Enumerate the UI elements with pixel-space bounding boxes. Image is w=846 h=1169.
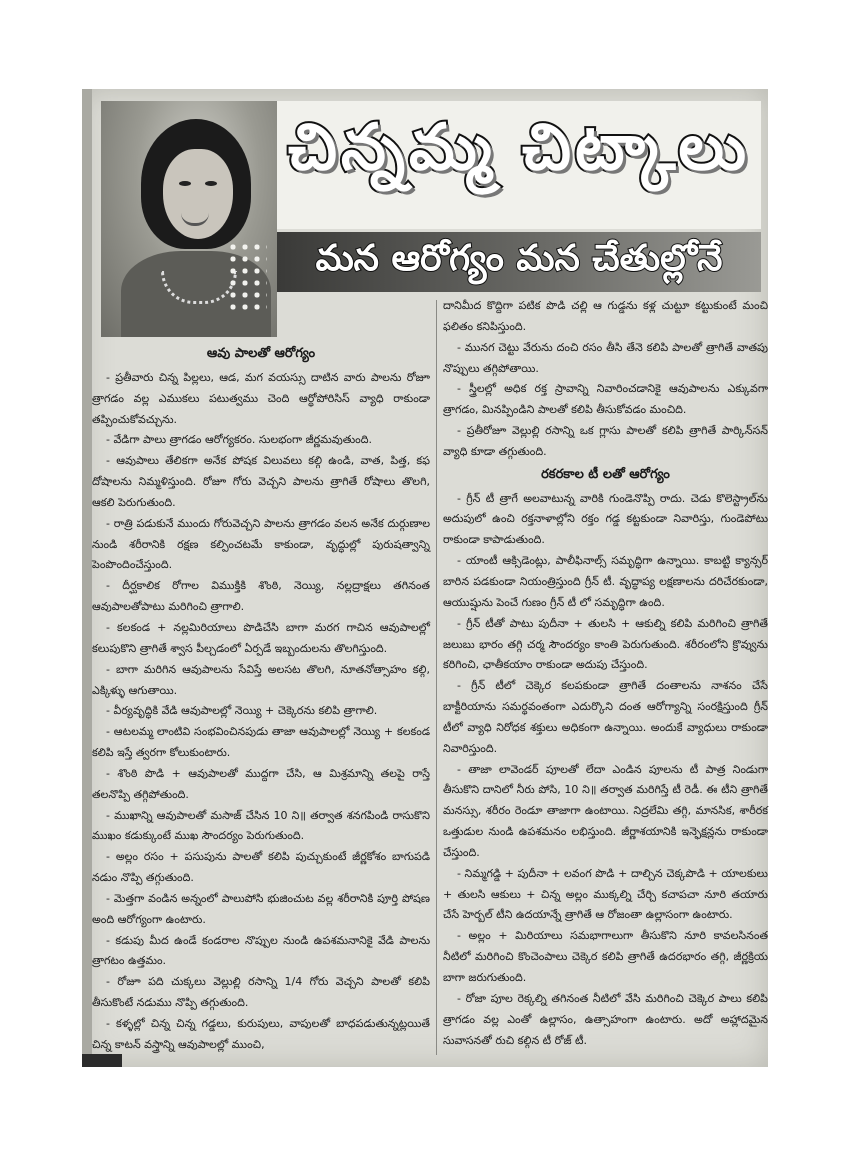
article-paragraph: - రాత్రి పడుకునే ముందు గోరువెచ్చని పాలను త్రాగడం వలన అనేక దుర్గుణాల నుండి శరీరానికి రక్షణ కల్పించటమే కాకుండా, వృద్ధుల్లో పురుషత్వాన్ని పెంపొందించేస్తుంది. — [92, 516, 430, 572]
article-paragraph: - అల్లం రసం + పసుపును పాలతో కలిపి పుచ్చుకుంటే జీర్ణకోశం బాగుపడి నడుం నొప్పి తగ్గుతుంది. — [92, 850, 430, 885]
column-divider — [436, 300, 437, 1055]
article-paragraph: - కళ్ళల్లో చిన్న చిన్న గడ్డలు, కురుపులు, వాపులతో బాధపడుతున్నట్లయితే చిన్న కాటన్ వస్త్రాన్ని ఆవుపాలల్లో ముంచి, — [92, 1017, 430, 1051]
clipping-edge-shadow — [82, 89, 92, 1067]
clipping-corner-mark — [82, 1054, 122, 1067]
article-paragraph: - ఆటలమ్మ లాంటివి సంభవించినపుడు తాజా ఆవుపాలల్లో నెయ్యి + కలకండ కలిపి ఇస్తే త్వరగా కోలుకుంటారు. — [92, 725, 430, 760]
article-paragraph: - ముఖాన్ని ఆవుపాలతో మసాజ్ చేసిన 10 ని॥ తర్వాత శనగపిండి రాసుకొని ముఖం కడుక్కుంటే ముఖ సౌందర్యం పెరుగుతుంది. — [92, 808, 430, 843]
article-paragraph: - రోజూ పది చుక్కలు వెల్లుల్లి రసాన్ని 1/4 గోరు వెచ్చని పాలతో కలిపి తీసుకొంటే నడుము నొప్పి తగ్గుతుంది. — [92, 975, 430, 1010]
page-subtitle: మన ఆరోగ్యం మన చేతుల్లోనే — [315, 238, 723, 279]
article-paragraph: - బాగా మరిగిన ఆవుపాలను సేవిస్తే అలసట తొలగి, నూతనోత్సాహం కల్గి, ఎక్కిళ్ళు ఆగుతాయి. — [92, 662, 430, 697]
article-paragraph: - తాజా లావెండర్ పూలతో లేదా ఎండిన పూలను టీ పాత్ర నిండుగా తీసుకొని దానిలో నీరు పోసి, 10 ని॥ తర్వాత మరిగిస్తే టీ రెడీ. ఈ టీని త్రాగితే మనస్సు, శరీరం రెండూ తాజాగా ఉంటాయి. నిద్రలేమి తగ్గి, మానసిక, శారీరక ఒత్తుడుల నుండి ఉపశమనం లభిస్తుంది. జీర్ణాశయానికి ఇన్ఫెక్షన్లను రాకుండా చేస్తుంది. — [443, 762, 768, 859]
article-paragraph: - యాంటీ ఆక్సిడెంట్లు, పాలీఫినాల్స్ సమృద్ధిగా ఉన్నాయి. కాబట్టి క్యాన్సర్ బారిన పడకుండా నియంత్రిస్తుంది గ్రీన్ టీ. వృద్ధాప్య లక్షణాలను దరిచేరకుండా, ఆయుష్షును పెంచే గుణం గ్రీన్ టీ లో సమృద్ధిగా ఉంది. — [443, 554, 768, 609]
article-paragraph: - గ్రీన్ టీ త్రాగే అలవాటున్న వారికి గుండెనొప్పి రాదు. చెడు కొలెస్ట్రాల్‌ను అదుపులో ఉంచి రక్తనాళాల్లోని రక్తం గడ్డ కట్టకుండా నివారిస్తు, గుండెపోటు రాకుండా కాపాడుతుంది. — [443, 491, 768, 547]
article-paragraph: - కలకండ + నల్లమిరియాలు పొడిచేసి బాగా మరగ గాచిన ఆవుపాలల్లో కలుపుకొని త్రాగితే శ్వాస పీల్చడంలో ఏర్పడే ఇబ్బందులను తొలగిస్తుంది. — [92, 620, 430, 655]
title-banner — [277, 101, 761, 229]
portrait-flowers — [227, 241, 267, 311]
left-article-column — [92, 342, 430, 1056]
article-paragraph: - కడుపు మీద ఉండే కండరాల నొప్పుల నుండి ఉపశమనానికై వేడి పాలను త్రాగటం ఉత్తమం. — [92, 933, 430, 968]
article-paragraph: - ప్రతీరోజూ వెల్లుల్లి రసాన్ని ఒక గ్లాసు పాలతో కలిపి త్రాగితే పార్కిన్‌సన్ వ్యాధి కూడా తగ్గుతుంది. — [443, 424, 768, 458]
article-paragraph: - ఆవుపాలు తేలికగా అనేక పోషక విలువలు కల్గి ఉండి, వాత, పిత్త, కఫ దోషాలను నిమ్మళిస్తుంది. రోజూ గోరు వెచ్చని పాలను త్రాగితే రోషాలు తొలగి, ఆకలి పెరుగుతుంది. — [92, 454, 430, 509]
portrait-eye — [205, 181, 217, 186]
section-heading: ఆవు పాలతో ఆరోగ్యం — [206, 346, 316, 361]
subtitle-banner — [277, 232, 761, 292]
article-paragraph: - మునగ చెట్టు వేరును దంచి రసం తీసి తేనె కలిపి పాలతో త్రాగితే వాతపు నొప్పులు తగ్గిపోతాయి. — [443, 340, 768, 375]
article-paragraph: - అల్లం + మిరియాలు సమభాగాలుగా తీసుకొని నూరి కావలసినంత నీటిలో మరిగించి కొంచెంపాలు చెక్కెర కలిపి త్రాగితే ఉదరభారం తగ్గి, జీర్ణక్రియ బాగా జరుగుతుంది. — [443, 929, 768, 984]
article-paragraph: - దీర్ఘకాలిక రోగాల విముక్తికి శొంఠి, నెయ్యి, నల్లద్రాక్షలు తగినంత ఆవుపాలతోపాటు మరిగించి త్రాగాలి. — [92, 579, 430, 614]
article-paragraph: - గ్రీన్ టీతో పాటు పుదీనా + తులసి + ఆకుల్ని కలిపి మరిగించి త్రాగితే జలుబు భారం తగ్గి చర్మ సౌందర్యం కాంతి పెరుగుతుంది. శరీరంలోని క్రొవ్వును కరిగించి, ఛాతీకయాం రాకుండా అదుపు చేస్తుంది. — [443, 616, 768, 672]
article-paragraph: దానిమీద కొద్దిగా పటిక పొడి చల్లి ఆ గుడ్డను కళ్ల చుట్టూ కట్టుకుంటే మంచి ఫలితం కనిపిస్తుంది. — [443, 299, 768, 333]
article-paragraph: - వేడిగా పాలు త్రాగడం ఆరోగ్యకరం. సులభంగా జీర్ణమవుతుంది. — [106, 433, 372, 447]
article-paragraph: - నిమ్మగడ్డి + పుదీనా + లవంగ పొడి + దాల్చిన చెక్కపొడి + యాలకులు + తులసి ఆకులు + చిన్న అల్లం ముక్కల్ని చేర్చి కచాపచా నూరి తయారు చేసే హెర్బల్ టీని ఉదయాన్నే త్రాగితే ఆ రోజంతా ఉల్లాసంగా ఉంటారు. — [443, 866, 768, 922]
right-article-column — [443, 296, 768, 1051]
article-paragraph: - గ్రీన్ టీలో చెక్కెర కలపకుండా త్రాగితే దంతాలను నాశనం చేసే బాక్టీరియాను సమర్థవంతంగా ఎదుర్కొని దంత ఆరోగ్యాన్ని సంరక్షిస్తుంది గ్రీన్ టీలో వ్యాధి నిరోధక శక్తులు అధికంగా ఉన్నాయి. అందుకే వ్యాధులు రాకుండా నివారిస్తుంది. — [443, 679, 768, 755]
portrait-eye — [179, 181, 191, 186]
article-paragraph: - వీర్యవృద్ధికి వేడి ఆవుపాలల్లో నెయ్యి + చెక్కెరను కలిపి త్రాగాలి. — [106, 704, 378, 718]
woman-portrait-photo — [101, 101, 277, 337]
article-paragraph: - స్త్రీలల్లో అధిక రక్త స్రావాన్ని నివారించడానికై ఆవుపాలను ఎక్కువగా త్రాగడం, మినప్పిండిని పాలతో కలిపి తీసుకోవడం మంచిది. — [443, 382, 768, 417]
section-heading: రకరకాల టీ లతో ఆరోగ్యం — [541, 466, 670, 482]
article-paragraph: - మెత్తగా వండిన అన్నంలో పాలుపోసి భుజించుట వల్ల శరీరానికి పూర్తి పోషణ అంది ఆరోగ్యంగా ఉంటారు. — [92, 891, 430, 926]
continued-paragraphs — [443, 296, 768, 463]
article-paragraph: - రోజా పూల రెక్కల్ని తగినంత నీటిలో వేసి మరిగించి చెక్కెర పాలు కలిపి త్రాగడం వల్ల ఎంతో ఉల్లాసం, ఉత్సాహంగా ఉంటారు. అదో అహ్లాదమైన సువాసనతో రుచి కల్గిన టీ రోజ్ టీ. — [443, 991, 768, 1047]
article-paragraph: - ప్రతీవారు చిన్న పిల్లలు, ఆడ, మగ వయస్సు దాటిన వారు పాలను రోజూ త్రాగడం వల్ల ఎముకలు పటుత్వము చెంది ఆర్థోపోరిసిస్ వ్యాధి రాకుండా తప్పించుకోవచ్చును. — [92, 370, 430, 426]
page-title: చిన్నమ్మ చిట్కాలు — [288, 111, 750, 185]
tea-paragraphs — [443, 489, 768, 1052]
article-paragraph: - శొంఠి పొడి + ఆవుపాలతో ముద్దగా చేసి, ఆ మిశ్రమాన్ని తలపై రాస్తే తలనొప్పి తగ్గిపోతుంది. — [92, 766, 430, 801]
